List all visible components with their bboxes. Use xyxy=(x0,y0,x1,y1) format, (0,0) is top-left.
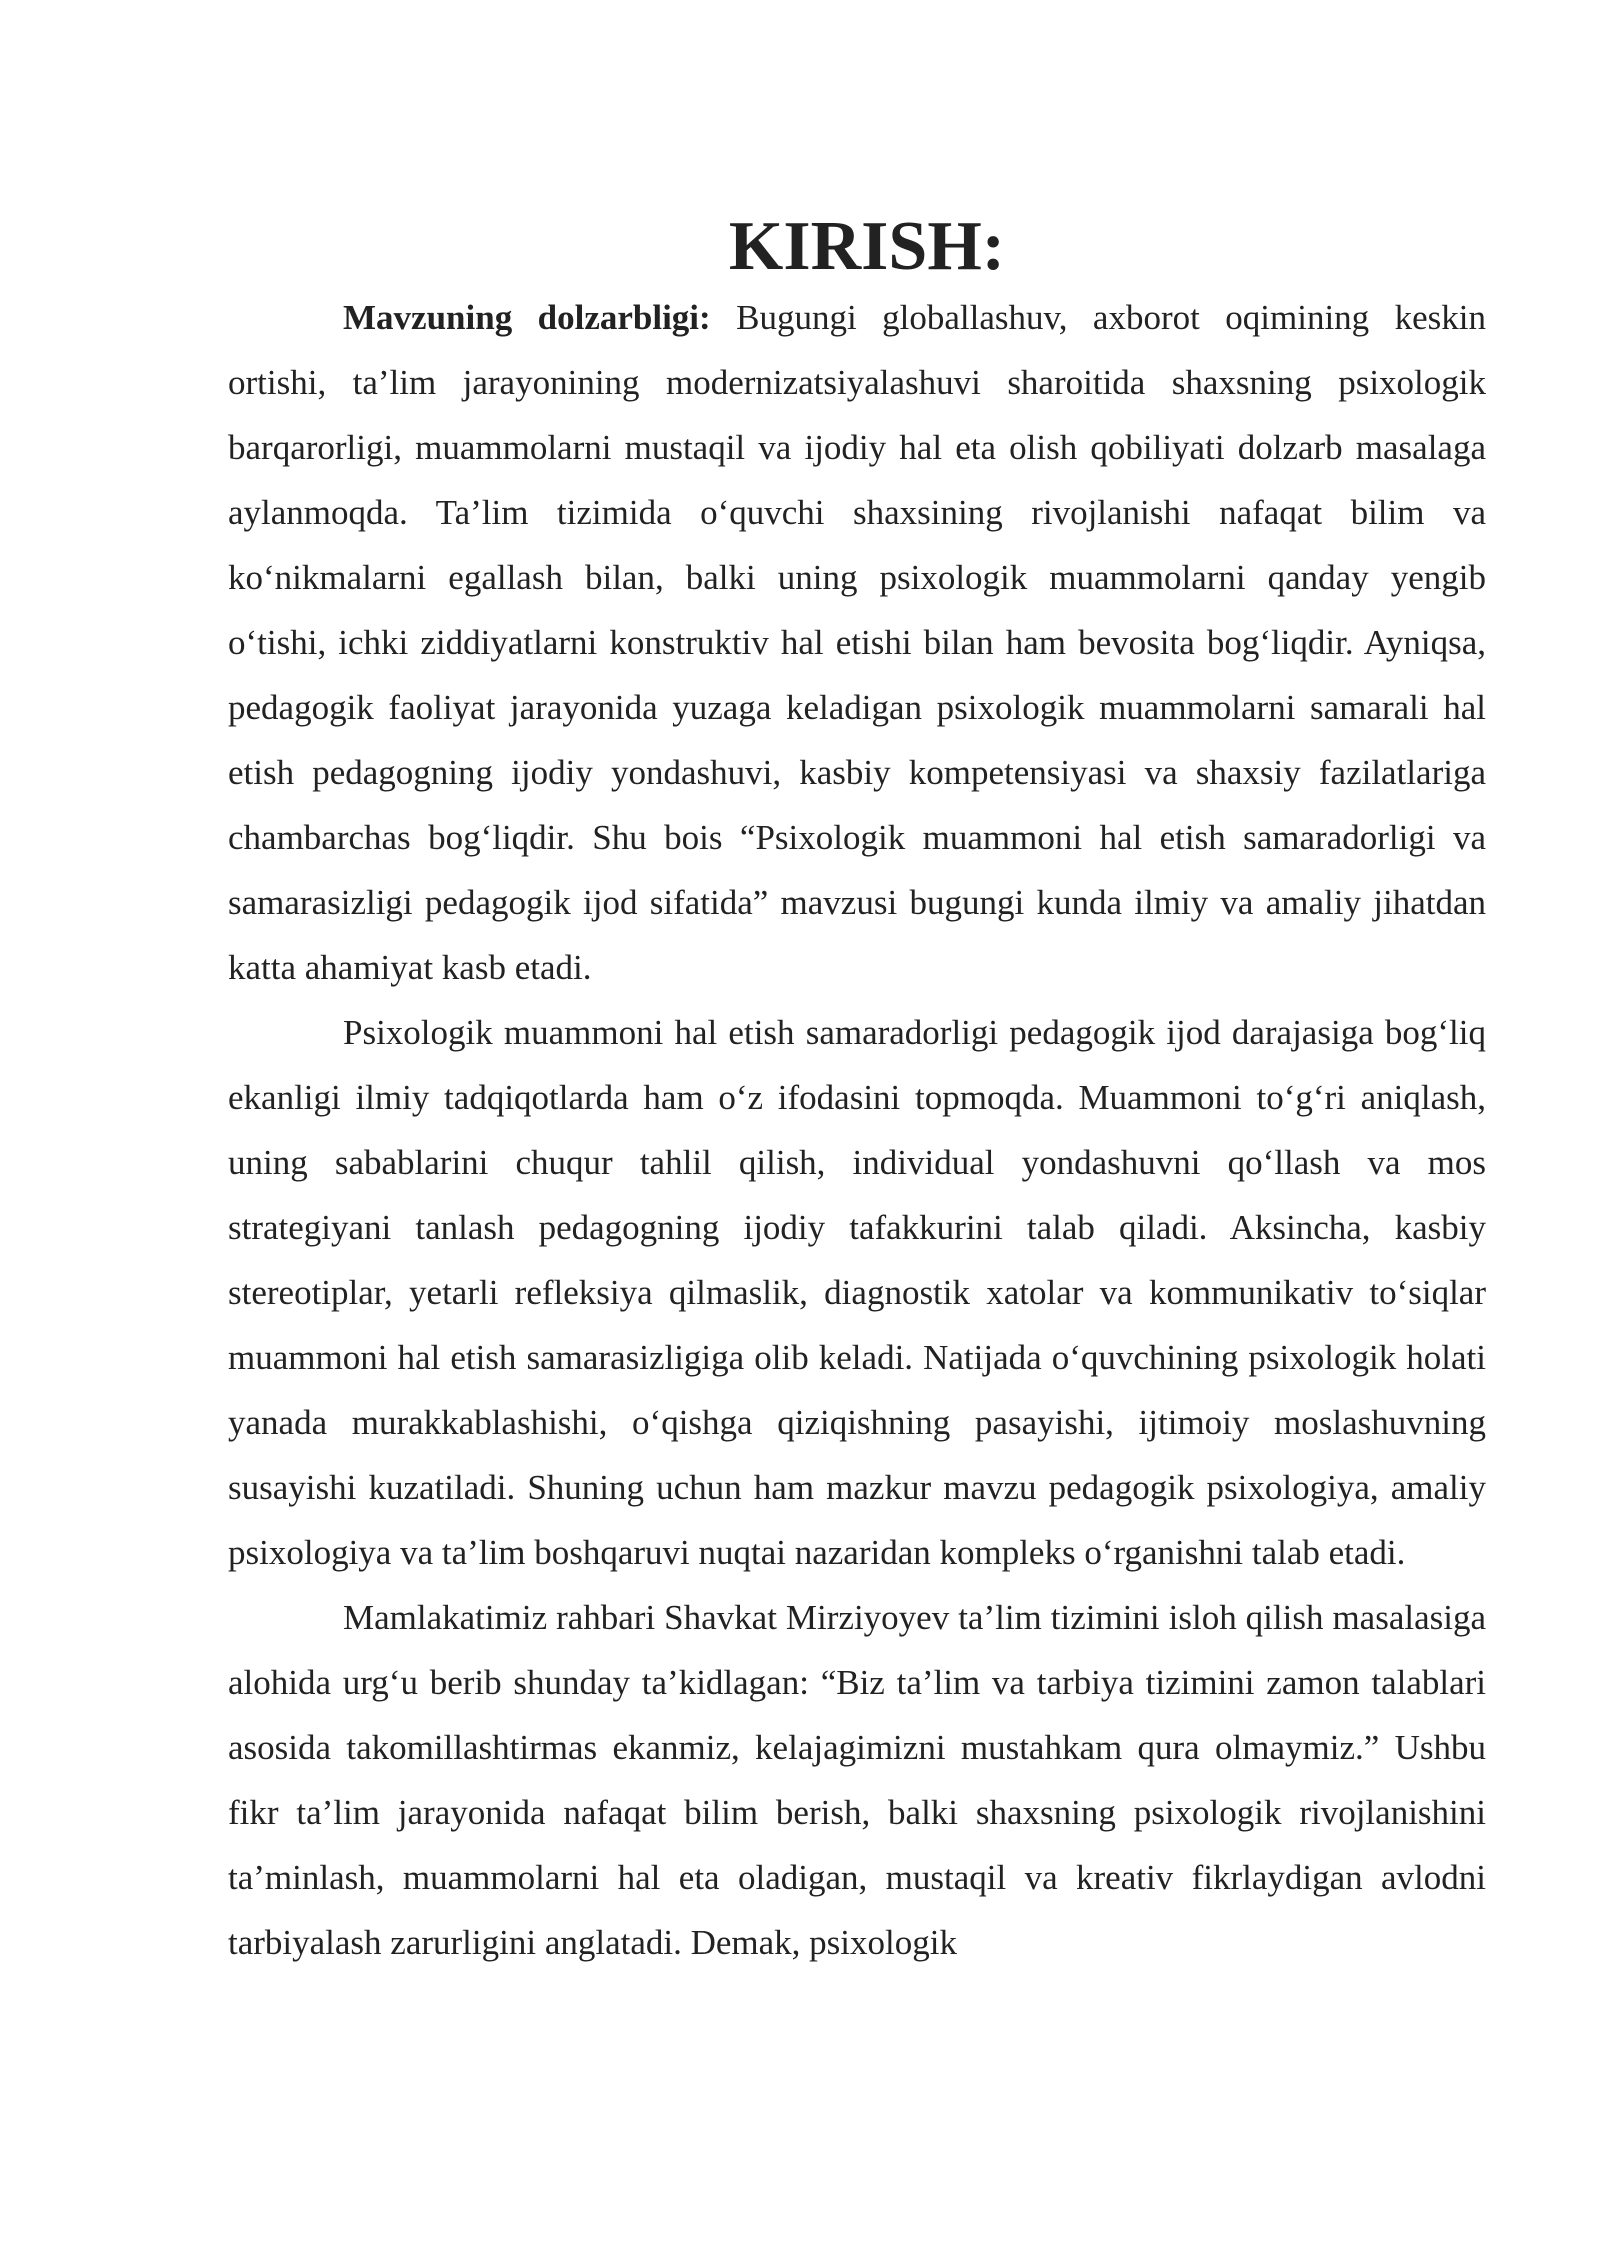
page-title: KIRISH: xyxy=(728,208,1006,285)
paragraph-text: Mamlakatimiz rahbari Shavkat Mirziyoyev ta’lim tizimini isloh qilish masalasiga alohida urg‘u berib shunday ta’kidlagan: “Biz ta’lim va tarbiya tizimini zamon talablari asosida takomillashtirmas ekanmiz, kelajagimizni mustahkam qura olmaymiz.” Ushbu fikr ta’lim jarayonida nafaqat bilim berish, balki shaxsning psixologik rivojlanishini ta’minlash, muammolarni hal eta oladigan, mustaqil va kreativ fikrlaydigan avlodni tarbiyalash zarurligini anglatadi. Demak, psixologik xyxy=(228,1598,1486,1962)
paragraph-relevance xyxy=(228,285,1486,1000)
paragraph-effectiveness xyxy=(228,1000,1486,1585)
document-body xyxy=(228,208,1486,1975)
paragraph-text: Psixologik muammoni hal etish samaradorligi pedagogik ijod darajasiga bog‘liq ekanligi ilmiy tadqiqotlarda ham o‘z ifodasini topmoqda. Muammoni to‘g‘ri aniqlash, uning sabablarini chuqur tahlil qilish, individual yondashuvni qo‘llash va mos strategiyani tanlash pedagogning ijodiy tafakkurini talab qiladi. Aksincha, kasbiy stereotiplar, yetarli refleksiya qilmaslik, diagnostik xatolar va kommunikativ to‘siqlar muammoni hal etish samarasizligiga olib keladi. Natijada o‘quvchining psixologik holati yanada murakkablashishi, o‘qishga qiziqishning pasayishi, ijtimoiy moslashuvning susayishi kuzatiladi. Shuning uchun ham mazkur mavzu pedagogik psixologiya, amaliy psixologiya va ta’lim boshqaruvi nuqtai nazaridan kompleks o‘rganishni talab etadi. xyxy=(228,1013,1486,1572)
paragraph-lead: Mavzuning dolzarbligi: xyxy=(343,298,711,337)
paragraph-reform-quote xyxy=(228,1585,1486,1975)
paragraph-text: Bugungi globallashuv, axborot oqimining keskin ortishi, ta’lim jarayonining modernizatsiyalashuvi sharoitida shaxsning psixologik barqarorligi, muammolarni mustaqil va ijodiy hal eta olish qobiliyati dolzarb masalaga aylanmoqda. Ta’lim tizimida o‘quvchi shaxsining rivojlanishi nafaqat bilim va ko‘nikmalarni egallash bilan, balki uning psixologik muammolarni qanday yengib o‘tishi, ichki ziddiyatlarni konstruktiv hal etishi bilan ham bevosita bog‘liqdir. Ayniqsa, pedagogik faoliyat jarayonida yuzaga keladigan psixologik muammolarni samarali hal etish pedagogning ijodiy yondashuvi, kasbiy kompetensiyasi va shaxsiy fazilatlariga chambarchas bog‘liqdir. Shu bois “Psixologik muammoni hal etish samaradorligi va samarasizligi pedagogik ijod sifatida” mavzusi bugungi kunda ilmiy va amaliy jihatdan katta ahamiyat kasb etadi. xyxy=(228,298,1486,987)
